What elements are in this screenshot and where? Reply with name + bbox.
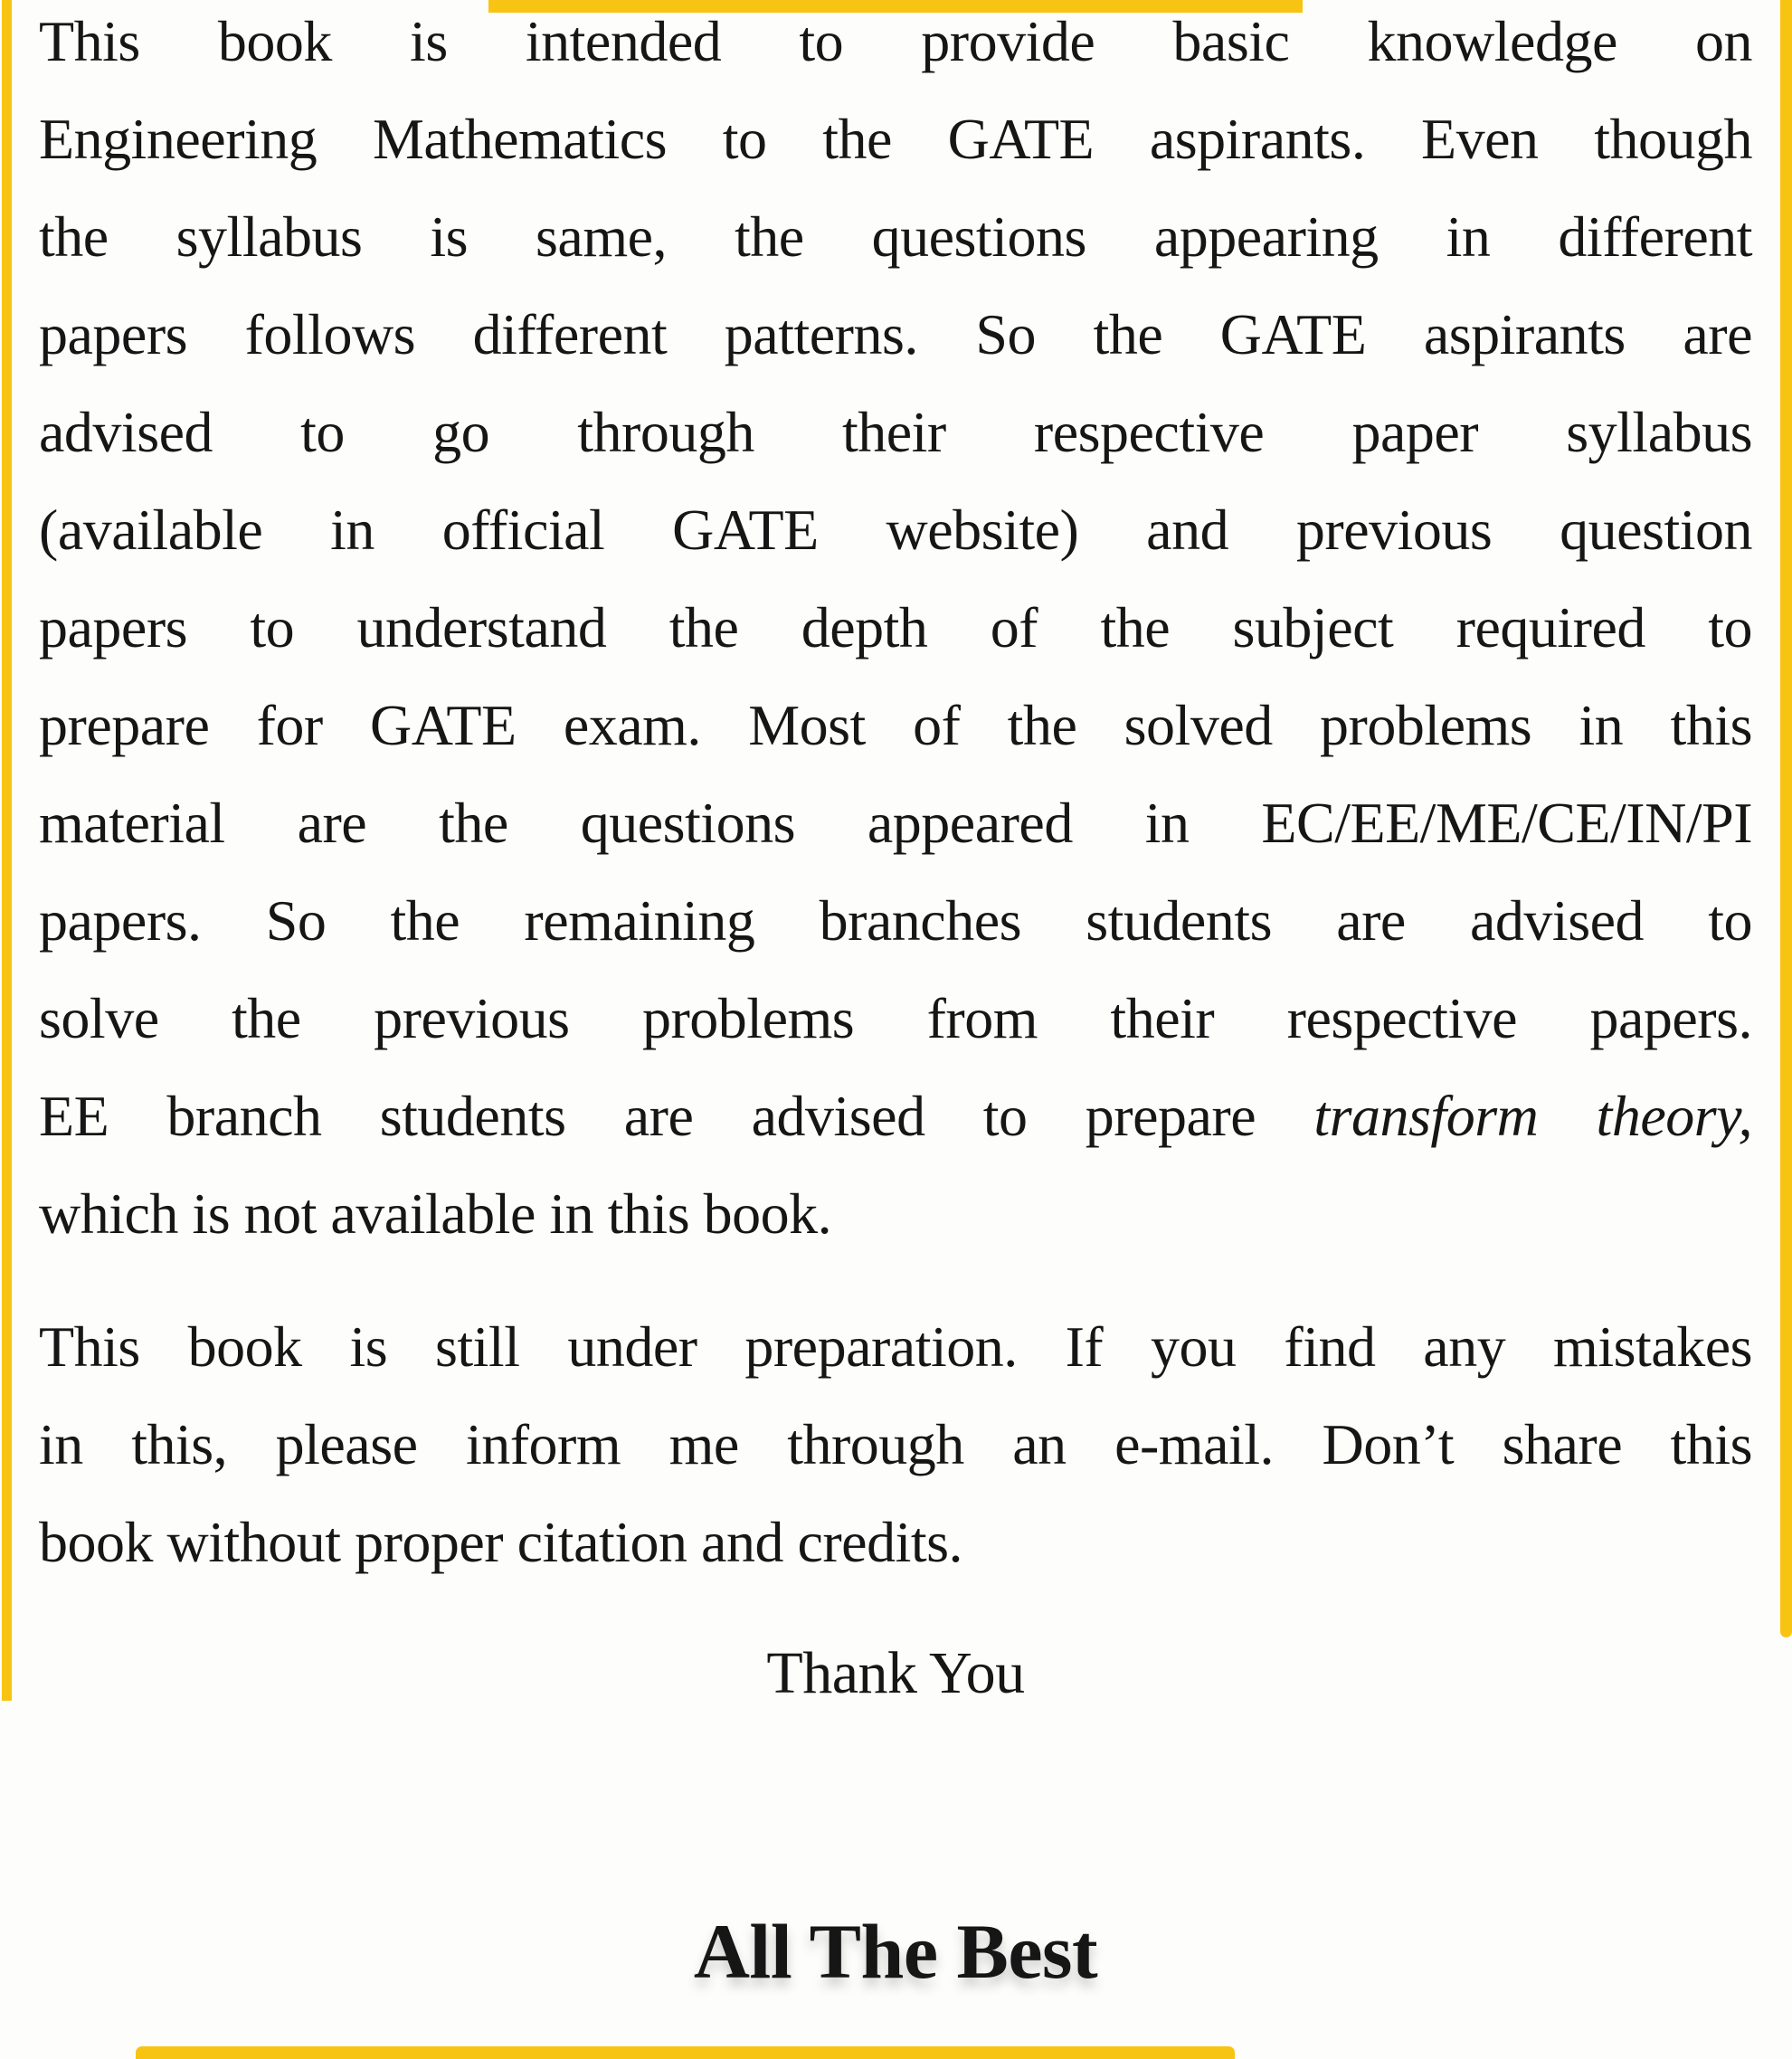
text-line [39,774,1752,872]
text-line [39,1165,1752,1263]
text-segment: in this, please inform me through an e-mail. Don’t share this [39,1412,1752,1476]
text-line [39,384,1752,481]
text-segment: EE branch students are advised to prepare [39,1084,1314,1148]
thank-you-text: Thank You [766,1640,1025,1706]
all-the-best-text: All The Best [693,1908,1098,1995]
text-line [39,872,1752,970]
text-segment: material are the questions appeared in EC/EE/ME/CE/IN/PI [39,791,1752,855]
text-segment: papers follows different patterns. So the GATE aspirants are [39,302,1752,366]
text-segment: solve the previous problems from their respective papers. [39,986,1752,1050]
text-line [39,90,1752,188]
text-segment: Engineering Mathematics to the GATE aspirants. Even though [39,107,1752,171]
text-line [39,677,1752,774]
text-line [39,286,1752,384]
intro-paragraph [39,0,1752,1263]
text-segment: which is not available in this book. [39,1181,832,1246]
text-line [39,970,1752,1067]
text-segment: book without proper citation and credits. [39,1510,963,1574]
text-segment: papers to understand the depth of the subject required to [39,595,1752,659]
text-segment: (available in official GATE website) and previous question [39,498,1752,562]
text-line [39,188,1752,286]
text-segment: the syllabus is same, the questions appearing in different [39,204,1752,269]
text-segment: This book is still under preparation. If you find any mistakes [39,1314,1752,1379]
text-segment: advised to go through their respective paper syllabus [39,400,1752,464]
italic-phrase: transform theory, [1313,1084,1753,1148]
text-line [39,579,1752,677]
text-segment: This book is intended to provide basic knowledge on [39,9,1752,73]
text-line [39,1396,1752,1494]
bottom-border-bar [136,2046,1235,2059]
text-line [39,1298,1752,1396]
text-line [39,1067,1752,1165]
text-segment: prepare for GATE exam. Most of the solved problems in this [39,693,1752,757]
body-text [39,0,1752,1591]
text-line [39,1494,1752,1591]
text-line [39,0,1752,90]
text-line [39,481,1752,579]
text-segment: papers. So the remaining branches students are advised to [39,888,1752,953]
note-paragraph [39,1298,1752,1591]
